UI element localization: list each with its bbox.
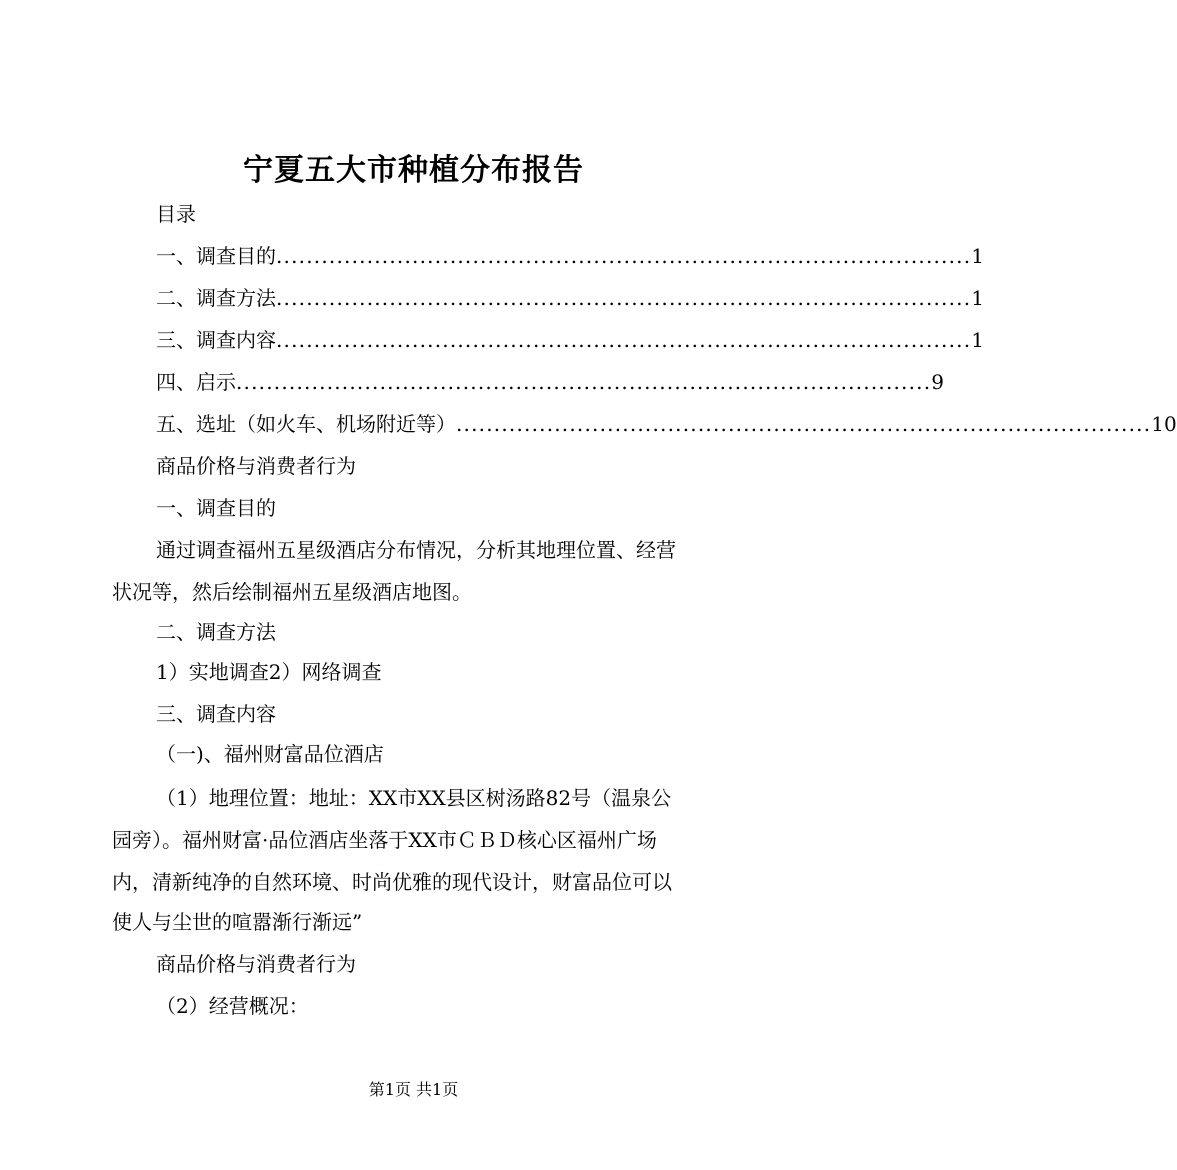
toc-entry[interactable] bbox=[156, 368, 945, 396]
toc-entry-page: 1 bbox=[971, 328, 985, 352]
paragraph-line: 内，清新纯净的自然环境、时尚优雅的现代设计，财富品位可以 bbox=[112, 870, 672, 894]
toc-entry-page: 9 bbox=[931, 370, 945, 394]
paragraph-line: 状况等，然后绘制福州五星级酒店地图。 bbox=[112, 580, 472, 604]
toc-entry-label: 二、调查方法 bbox=[156, 286, 276, 310]
toc-entry-page: 1 bbox=[971, 244, 985, 268]
section-subtitle: 商品价格与消费者行为 bbox=[156, 454, 356, 478]
toc-leader-dots: ............................................................................................ bbox=[276, 286, 972, 310]
toc-entry[interactable] bbox=[156, 410, 1177, 438]
toc-entry-label: 四、启示 bbox=[156, 370, 236, 394]
paragraph-line: 通过调查福州五星级酒店分布情况，分析其地理位置、经营 bbox=[156, 538, 676, 562]
toc-entry[interactable] bbox=[156, 242, 985, 270]
toc-entry[interactable] bbox=[156, 326, 985, 354]
toc-leader-dots: ............................................................................................ bbox=[276, 244, 972, 268]
paragraph-line: 1）实地调查2）网络调查 bbox=[156, 660, 382, 684]
subheading-operation: （2）经营概况： bbox=[156, 994, 309, 1018]
heading-survey-content: 三、调查内容 bbox=[156, 702, 276, 726]
document-title: 宁夏五大市种植分布报告 bbox=[243, 153, 584, 188]
toc-leader-dots: ............................................................................................ bbox=[236, 370, 932, 394]
toc-entry-label: 五、选址（如火车、机场附近等） bbox=[156, 412, 456, 436]
paragraph-line: 使人与尘世的喧嚣渐行渐远” bbox=[112, 910, 363, 934]
paragraph-line: 园旁）。福州财富·品位酒店坐落于XX市ＣＢＤ核心区福州广场 bbox=[112, 828, 657, 852]
heading-survey-purpose: 一、调查目的 bbox=[156, 496, 276, 520]
paragraph-line: （1）地理位置：地址：XX市XX县区树汤路82号（温泉公 bbox=[156, 786, 672, 810]
section-subtitle: 商品价格与消费者行为 bbox=[156, 952, 356, 976]
toc-entry-label: 一、调查目的 bbox=[156, 244, 276, 268]
toc-heading: 目录 bbox=[156, 202, 196, 226]
toc-entry-label: 三、调查内容 bbox=[156, 328, 276, 352]
toc-leader-dots: ............................................................................................ bbox=[276, 328, 972, 352]
toc-leader-dots: ............................................................................................ bbox=[456, 412, 1152, 436]
subheading-hotel: （一)、福州财富品位酒店 bbox=[156, 742, 384, 766]
toc-entry[interactable] bbox=[156, 284, 985, 312]
toc-entry-page: 1 bbox=[971, 286, 985, 310]
heading-survey-method: 二、调查方法 bbox=[156, 620, 276, 644]
page-footer: 第1页 共1页 bbox=[368, 1080, 459, 1099]
toc-entry-page: 10 bbox=[1151, 412, 1177, 436]
